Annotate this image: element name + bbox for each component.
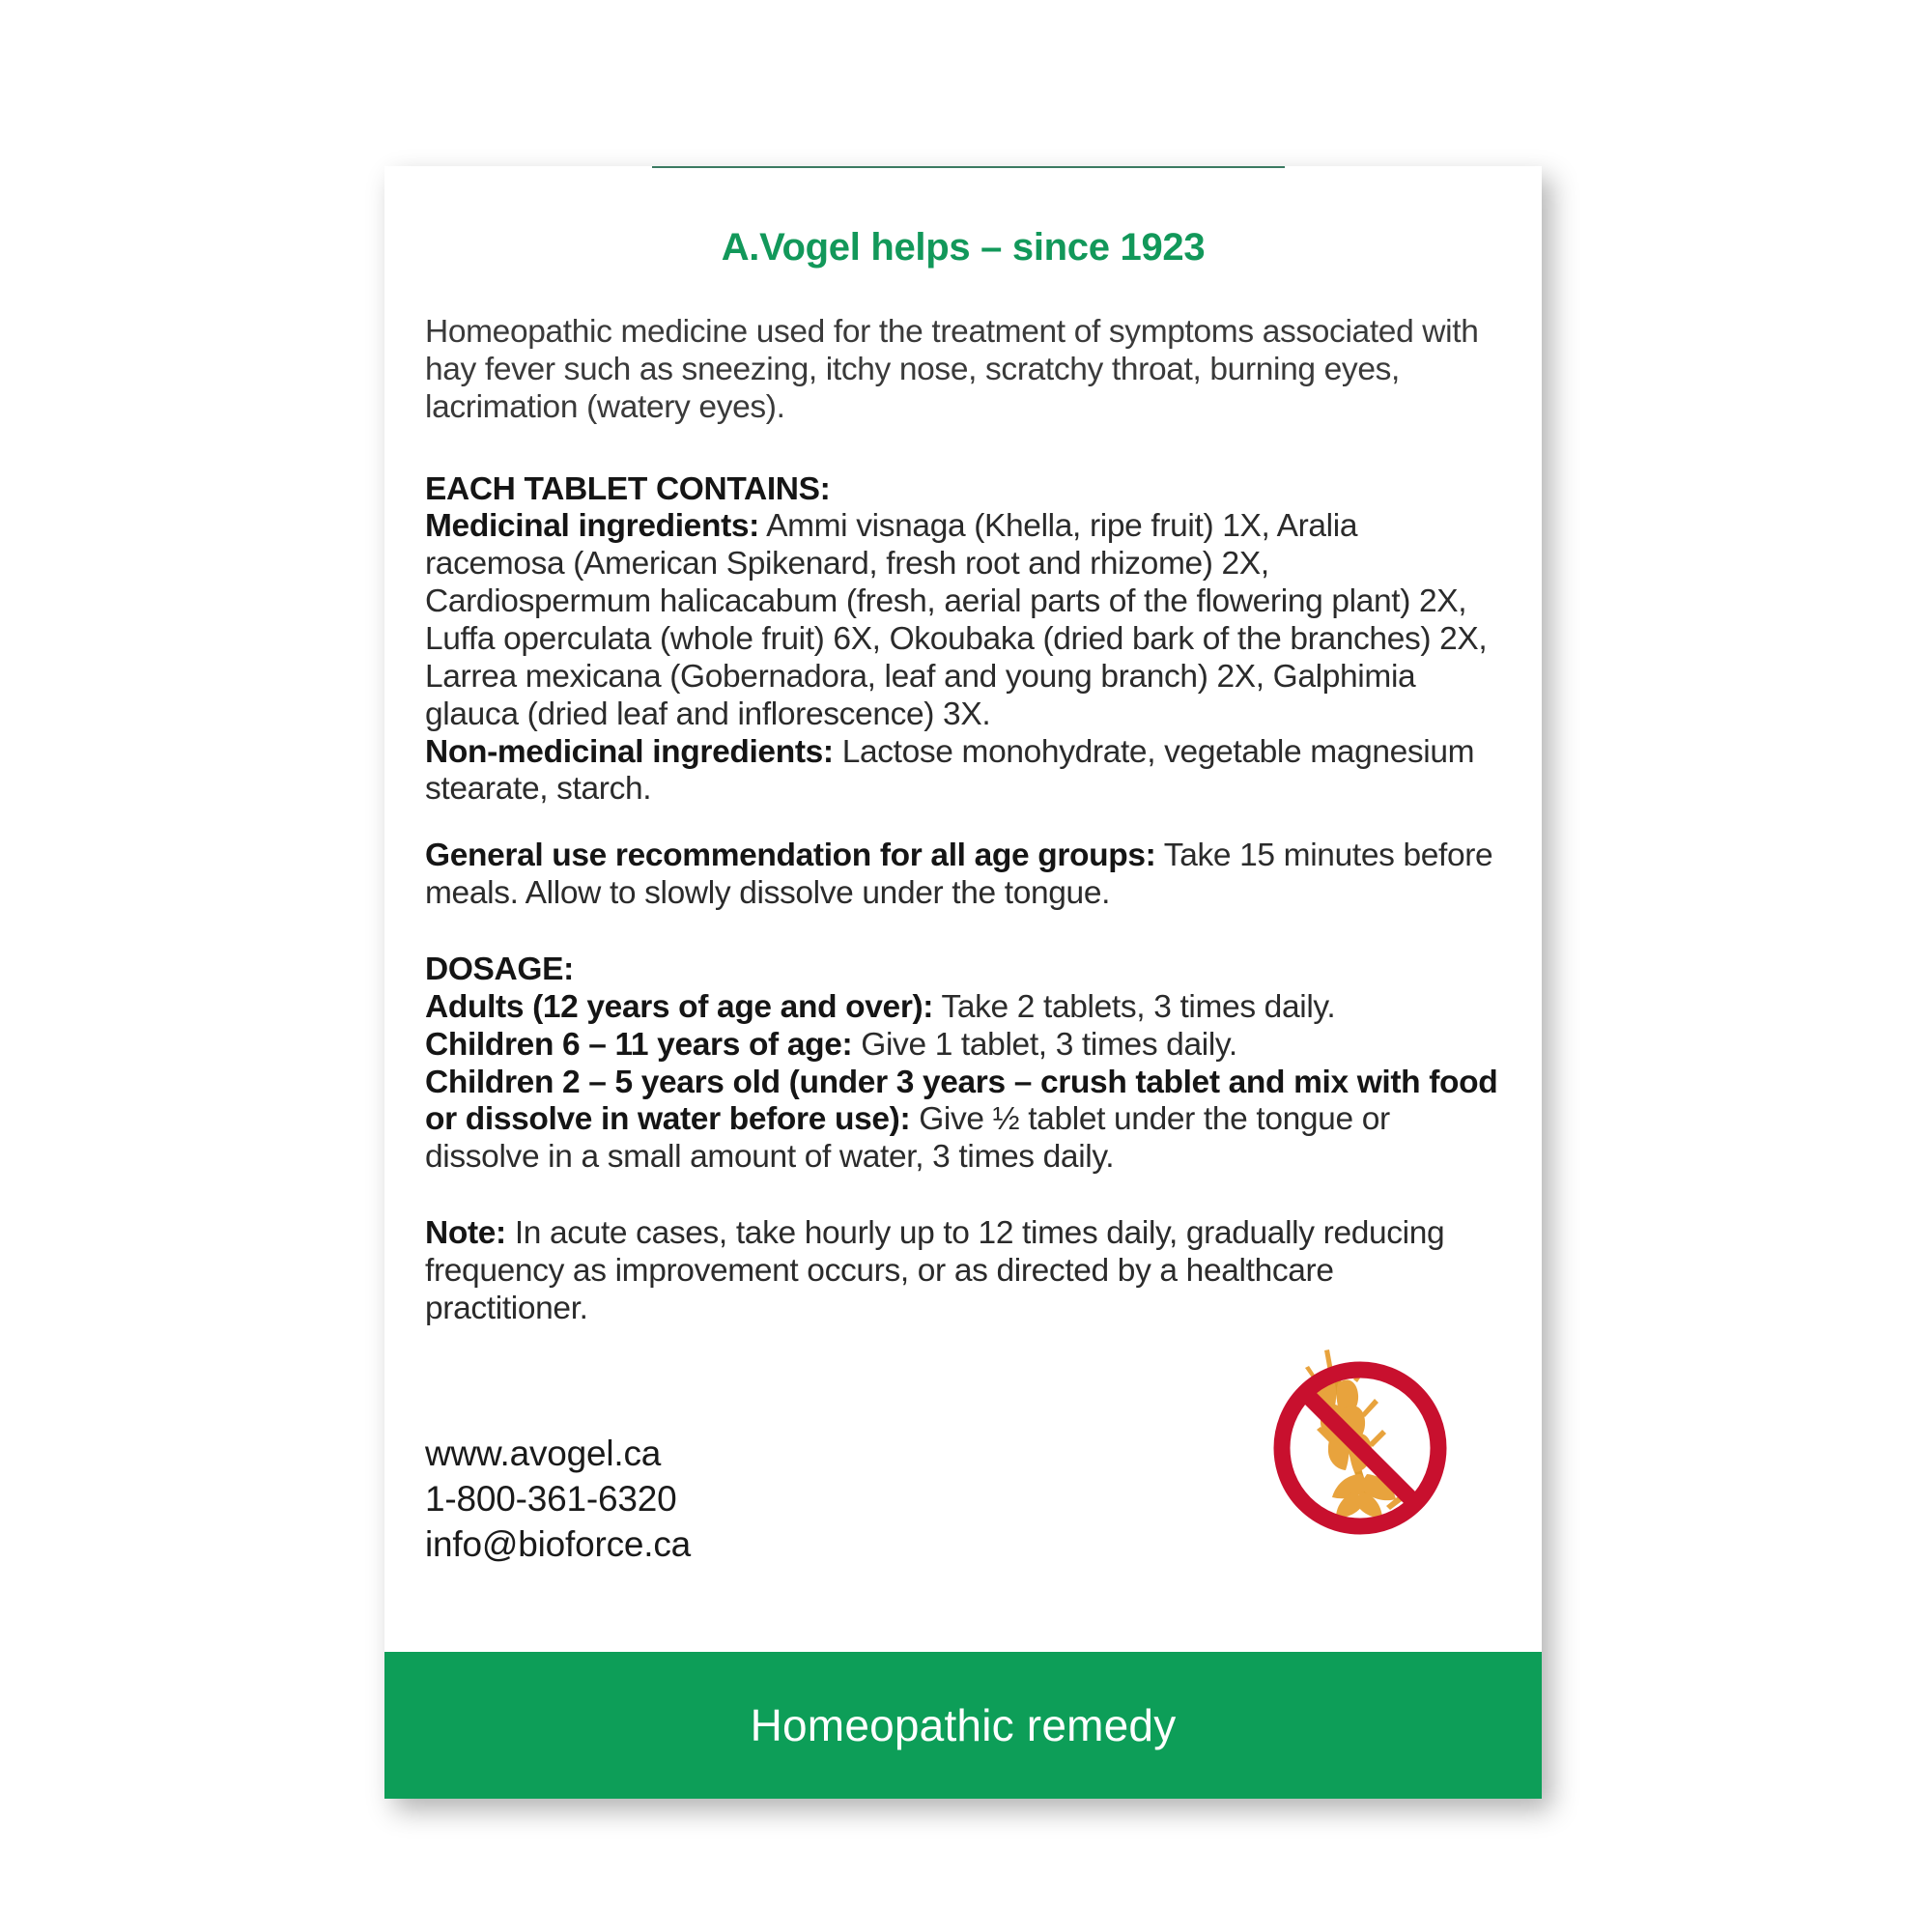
dosage-row-children-6-11 [425, 1027, 1501, 1065]
dosage-row-adults [425, 989, 1501, 1027]
dosage-row-children-2-5 [425, 1065, 1501, 1178]
note-text: In acute cases, take hourly up to 12 times daily, gradually reducing frequency as improvement occurs, or as directed by a healthcare practitioner. [425, 1215, 1445, 1326]
intro-paragraph: Homeopathic medicine used for the treatment of symptoms associated with hay fever such as sneezing, itchy nose, scratchy throat, burning eyes, lacrimation (watery eyes). [425, 314, 1479, 425]
brand-tagline: A.Vogel helps – since 1923 [721, 226, 1206, 269]
non-medicinal-ingredients-label: Non-medicinal ingredients: [425, 733, 834, 770]
dosage-adults-text: Take 2 tablets, 3 times daily. [933, 988, 1336, 1025]
footer-label: Homeopathic remedy [750, 1700, 1177, 1750]
gluten-free-icon [1259, 1347, 1462, 1549]
dosage-children-2-5-label: Children 2 – 5 years old (under 3 years – crush tablet and mix with food or dissolve in water before use): [425, 1064, 1498, 1138]
dosage-children-2-5-text: Give ½ tablet under the tongue or dissolve in a small amount of water, 3 times daily. [425, 1101, 1390, 1176]
dosage-children-6-11-label: Children 6 – 11 years of age: [425, 1026, 853, 1063]
medicinal-ingredients-label: Medicinal ingredients: [425, 508, 759, 545]
note-label: Note: [425, 1215, 506, 1252]
dosage-section [425, 952, 1501, 1177]
note-section [425, 1215, 1501, 1328]
label-content [384, 166, 1542, 1328]
general-use-label: General use recommendation for all age groups: [425, 838, 1156, 874]
phone-text[interactable]: 1-800-361-6320 [425, 1478, 677, 1519]
email-text[interactable]: info@bioforce.ca [425, 1523, 692, 1564]
dosage-heading: DOSAGE: [425, 952, 574, 988]
dosage-children-6-11-text: Give 1 tablet, 3 times daily. [852, 1026, 1237, 1063]
non-medicinal-ingredients-row [425, 734, 1501, 810]
each-tablet-contains-heading: EACH TABLET CONTAINS: [425, 470, 831, 507]
general-use-text: Take 15 minutes before meals. Allow to slowly dissolve under the tongue. [425, 838, 1493, 912]
ingredients-section [425, 471, 1501, 810]
contact-block [425, 1432, 691, 1568]
non-medicinal-ingredients-text: Lactose monohydrate, vegetable magnesium stearate, starch. [425, 733, 1475, 808]
general-use-section [425, 838, 1501, 913]
website-text[interactable]: www.avogel.ca [425, 1434, 662, 1473]
medicinal-ingredients-text: Ammi visnaga (Khella, ripe fruit) 1X, Aralia racemosa (American Spikenard, fresh root and rhizome) 2X, Cardiospermum halicacabum (fresh, aerial parts of the flowering plant) 2X, Luffa operculata (whole fruit) 6X, Okoubaka (dried bark of the branches) 2X, Larrea mexicana (Gobernadora, leaf and young branch) 2X, Galphimia glauca (dried leaf and inflorescence) 3X. [425, 508, 1488, 732]
medicinal-ingredients-row [425, 508, 1501, 733]
product-label-card [384, 166, 1542, 1799]
footer-bar [384, 1652, 1542, 1799]
dosage-adults-label: Adults (12 years of age and over): [425, 988, 934, 1025]
